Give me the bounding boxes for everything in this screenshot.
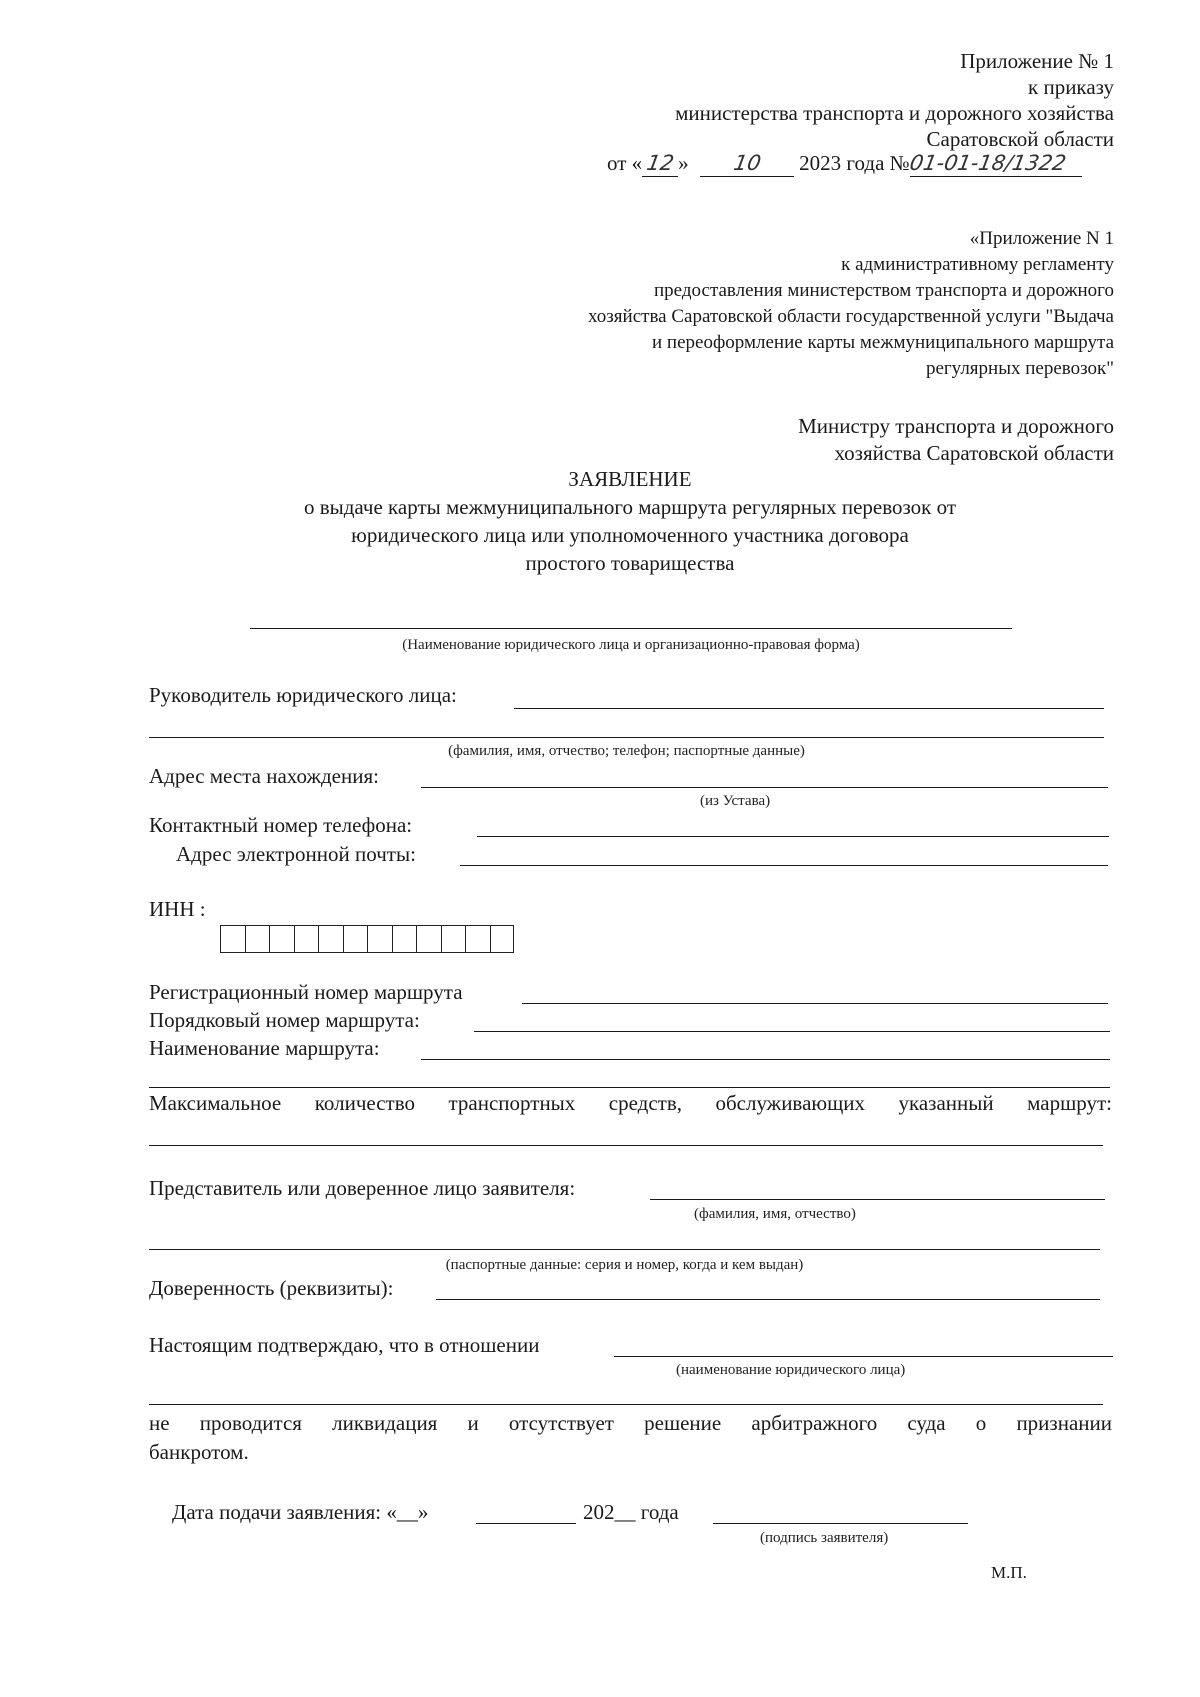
order-number: 01-01-18/1322 — [907, 151, 1068, 175]
inn-cell[interactable] — [490, 925, 515, 953]
confirm-label: Настоящим подтверждаю, что в отношении — [149, 1333, 540, 1357]
document-subtitle-line3: простого товарищества — [525, 551, 735, 575]
org-name-caption: (Наименование юридического лица и организационно-правовая форма) — [402, 637, 860, 653]
max-vehicles-field[interactable] — [149, 1145, 1103, 1146]
inn-cell[interactable] — [367, 925, 392, 953]
inn-cell[interactable] — [392, 925, 417, 953]
route-reg-label: Регистрационный номер маршрута — [149, 980, 463, 1004]
phone-label: Контактный номер телефона: — [149, 813, 413, 837]
route-name-label: Наименование маршрута: — [149, 1036, 380, 1060]
document-subtitle-line1: о выдаче карты межмуниципального маршрута регулярных перевозок от — [303, 495, 957, 519]
inn-cell[interactable] — [465, 925, 490, 953]
order-header-line1: Приложение № 1 — [960, 49, 1114, 73]
order-date-day: 12 — [644, 151, 676, 175]
submit-date-year: 202__ года — [583, 1500, 679, 1524]
order-number-field — [907, 150, 1082, 177]
route-seq-label: Порядковый номер маршрута: — [149, 1008, 420, 1032]
route-reg-field[interactable] — [522, 1003, 1108, 1004]
route-seq-field[interactable] — [474, 1031, 1110, 1032]
address-label: Адрес места нахождения: — [149, 764, 379, 788]
addressee-line2: хозяйства Саратовской области — [834, 441, 1114, 465]
order-date-year: 2023 года № — [799, 151, 910, 175]
rep-caption: (фамилия, имя, отчество) — [694, 1206, 856, 1222]
confirm-text-line2: банкротом. — [149, 1440, 249, 1464]
document-subtitle-line2: юридического лица или уполномоченного участника договора — [351, 523, 909, 547]
reg-header-line4: хозяйства Саратовской области государственной услуги "Выдача — [588, 306, 1114, 327]
reg-header-line5: и переоформление карты межмуниципального маршрута — [652, 332, 1114, 353]
signature-field[interactable] — [713, 1523, 968, 1524]
reg-header-line3: предоставления министерством транспорта и дорожного — [654, 280, 1114, 301]
head-field-line2[interactable] — [149, 737, 1104, 738]
inn-cell[interactable] — [245, 925, 270, 953]
head-caption: (фамилия, имя, отчество; телефон; паспортные данные) — [448, 743, 805, 759]
route-name-field[interactable] — [421, 1059, 1110, 1060]
reg-header-line6: регулярных перевозок" — [925, 358, 1114, 379]
confirm-org-field[interactable] — [614, 1356, 1113, 1357]
inn-cell[interactable] — [220, 925, 245, 953]
rep-label: Представитель или доверенное лицо заявителя: — [149, 1176, 576, 1200]
address-field[interactable] — [421, 787, 1108, 788]
order-date-mid: » — [678, 151, 689, 175]
org-name-field[interactable] — [250, 628, 1012, 629]
signature-caption: (подпись заявителя) — [760, 1530, 889, 1546]
route-name-field-line2[interactable] — [149, 1087, 1110, 1088]
order-date-day-field — [642, 150, 678, 177]
inn-cell[interactable] — [416, 925, 441, 953]
confirm-caption: (наименование юридического лица) — [676, 1362, 906, 1378]
email-label: Адрес электронной почты: — [176, 842, 416, 866]
poa-field[interactable] — [436, 1299, 1100, 1300]
order-date-month-field — [700, 150, 794, 177]
submit-date-month-field[interactable] — [476, 1523, 576, 1524]
inn-cell[interactable] — [269, 925, 294, 953]
order-header-line3: министерства транспорта и дорожного хозяйства — [675, 101, 1114, 125]
reg-header-line1: «Приложение N 1 — [969, 228, 1114, 249]
poa-label: Доверенность (реквизиты): — [149, 1276, 394, 1300]
max-vehicles-label: Максимальное количество транспортных средств, обслуживающих указанный маршрут: — [149, 1091, 1112, 1115]
inn-label: ИНН : — [149, 897, 206, 921]
order-date-prefix: от « — [607, 151, 643, 175]
confirm-text-line1: не проводится ликвидация и отсутствует решение арбитражного суда о признании — [149, 1411, 1112, 1435]
inn-cell[interactable] — [318, 925, 343, 953]
order-date-month: 10 — [731, 151, 763, 175]
order-header-line2: к приказу — [1028, 75, 1114, 99]
rep-field[interactable] — [650, 1199, 1105, 1200]
submit-date-label: Дата подачи заявления: «__» — [172, 1500, 429, 1524]
inn-cell[interactable] — [343, 925, 368, 953]
confirm-org-field-line2[interactable] — [149, 1404, 1103, 1405]
address-caption: (из Устава) — [700, 793, 771, 809]
email-field[interactable] — [460, 865, 1108, 866]
seal-mark: М.П. — [991, 1563, 1027, 1582]
reg-header-line2: к административному регламенту — [841, 254, 1114, 275]
inn-cell[interactable] — [441, 925, 466, 953]
passport-caption: (паспортные данные: серия и номер, когда и кем выдан) — [445, 1257, 804, 1273]
inn-cells[interactable] — [220, 925, 514, 953]
order-header-line4: Саратовской области — [926, 127, 1114, 151]
phone-field[interactable] — [477, 836, 1109, 837]
head-label: Руководитель юридического лица: — [149, 683, 457, 707]
passport-field[interactable] — [149, 1249, 1100, 1250]
head-field[interactable] — [514, 708, 1104, 709]
order-date-line — [607, 150, 1082, 177]
inn-cell[interactable] — [294, 925, 319, 953]
addressee-line1: Министру транспорта и дорожного — [798, 414, 1114, 438]
document-title: ЗАЯВЛЕНИЕ — [568, 467, 692, 491]
